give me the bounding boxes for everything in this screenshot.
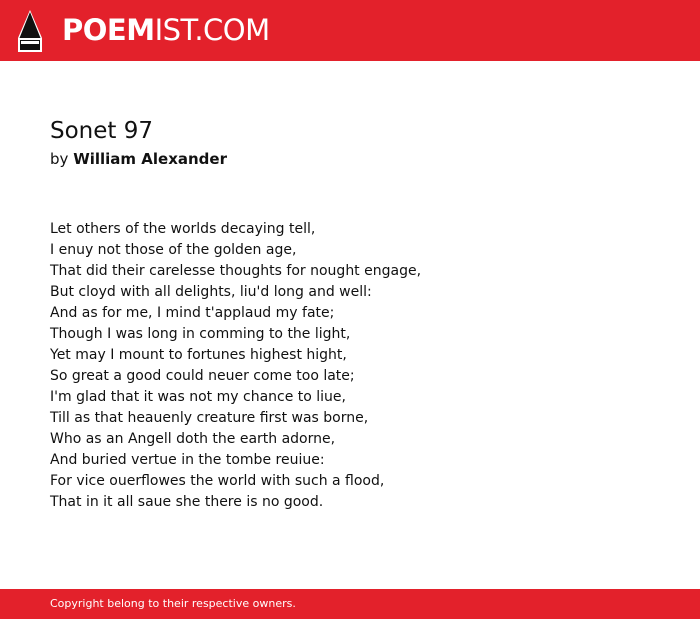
poem-line: I enuy not those of the golden age, (50, 242, 297, 258)
logo-light-text: IST.COM (154, 13, 270, 47)
poem-line: That did their carelesse thoughts for nought engage, (50, 263, 422, 279)
poem-byline (50, 149, 227, 169)
poem-line: Let others of the worlds decaying tell, (50, 221, 316, 237)
site-footer (0, 589, 700, 619)
poem-line: For vice ouerflowes the world with such a flood, (50, 473, 385, 489)
poem-line: But cloyd with all delights, liu'd long and well: (50, 284, 372, 300)
poem-line: That in it all saue she there is no good. (50, 494, 324, 510)
site-header (0, 0, 700, 61)
site-logo[interactable] (62, 12, 270, 48)
poem-line: And buried vertue in the tombe reuiue: (50, 452, 325, 468)
poem-line: Yet may I mount to fortunes highest hight, (50, 347, 347, 363)
poem-body (50, 219, 421, 513)
poem-line: I'm glad that it was not my chance to liue, (50, 389, 346, 405)
by-label: by (50, 150, 69, 168)
pencil-tip-icon (18, 10, 42, 52)
poem-line: Till as that heauenly creature first was borne, (50, 410, 369, 426)
poem-title: Sonet 97 (50, 118, 153, 144)
logo-bold-text: POEM (62, 13, 155, 47)
copyright-text: Copyright belong to their respective owners. (50, 597, 296, 610)
poem-line: Though I was long in comming to the light, (50, 326, 351, 342)
poem-line: And as for me, I mind t'applaud my fate; (50, 305, 335, 321)
author-name: William Alexander (73, 150, 227, 168)
poem-line: So great a good could neuer come too late; (50, 368, 355, 384)
poem-line: Who as an Angell doth the earth adorne, (50, 431, 336, 447)
